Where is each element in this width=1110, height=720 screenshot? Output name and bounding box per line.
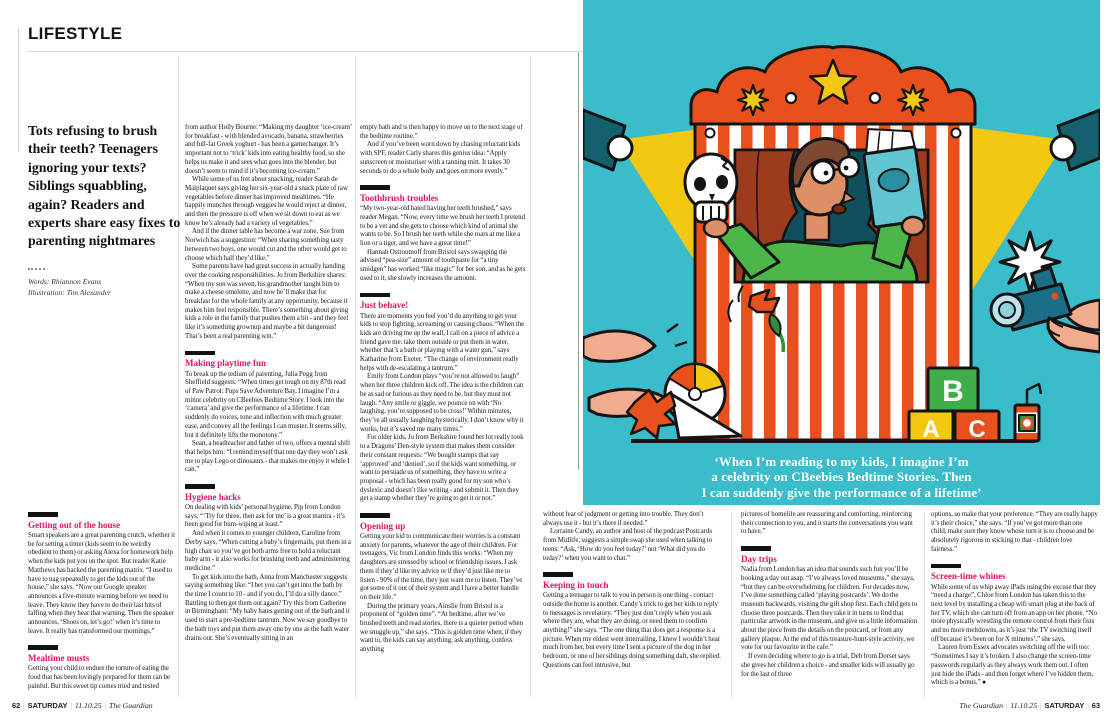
- footer-separator: |: [104, 702, 107, 710]
- column-rule: [731, 511, 732, 697]
- section-heading: Hygiene hacks: [185, 491, 241, 502]
- footer-item: The Guardian: [959, 701, 1003, 710]
- pull-quote-line: a celebrity on CBeebies Bedtime Stories. Then: [711, 469, 972, 485]
- words-credit: Words: Rhiannon Evans: [28, 277, 102, 286]
- section-heading: Mealtime musts: [28, 652, 90, 663]
- body-paragraph: And if you’ve been worn down by chasing reluctant kids with SPF, reader Carly shares this genius idea: “Apply sunscreen or moisturiser with a tanning mitt. It takes 30 seconds to do a whole body and goes on more evenly.”: [360, 141, 521, 175]
- text-column-1: [28, 510, 176, 700]
- section-heading: Getting out of the house: [28, 519, 120, 530]
- section-heading: Toothbrush troubles: [360, 192, 439, 203]
- illustration-credit: Illustration: Tim Alexander: [28, 288, 111, 297]
- text-column-4: [543, 511, 721, 699]
- body-paragraph: Sean, a headteacher and father of two, offers a mental shift that helps him: “I remind myself that one day they won’t ask me to play Lego or dinosaurs - that makes me enjoy it while I can.”: [185, 440, 351, 474]
- body-paragraph: Smart speakers are a great parenting crutch, whether it be for setting a timer (kids seem to be weirdly obedient to them) or asking Alexa for homework help when the kids put you on the spot. But reader Katie Matthews has hacked the parenting matrix. “I used to have to nag repeatedly to get the kids out of the house,” she says. “Now our Google speaker announces a five-minute warning before we need to leave. They know they have to do their last bits of faffing when they hear that warning. Then the speaker announces, ‘Shoes on, let’s go!’ when it’s time to leave. It really has transformed our mornings.”: [28, 532, 175, 635]
- pull-quote: [583, 454, 1100, 501]
- section-heading: Just behave!: [360, 300, 409, 311]
- section-heading: Day trips: [741, 553, 777, 564]
- footer-separator: |: [1087, 702, 1089, 710]
- section-bar: [185, 351, 215, 356]
- block-letter-a: A: [922, 416, 940, 443]
- section-heading: Screen-time whines: [931, 571, 1006, 582]
- body-paragraph: Nadia from London has an idea that sounds such fun you’ll be booking a day out asap. “I’ve always loved museums,” she says, “but they can be overwhelming for children. For decades now, I’ve done something called ‘playing postcards’. We do the museum backwards, visiting the gift shop first. Each child gets to choose three postcards. Then they take it in turns to find that particular artwork in the museum, and give us a little information about the piece from the details on the postcard, or from any gallery plaque. At the end of this treasure-hunt-style activity, we vote for our favourite in the cafe.”: [741, 566, 918, 652]
- column-rule: [924, 511, 925, 697]
- footer-item: 11.10.25: [74, 701, 102, 710]
- body-paragraph: Lauren from Essex advocates switching off the wifi too: “Sometimes I say it’s broken. I also change the screen-time passwords regularly as they always work them out. I often just hide the iPads - and then forget where I’ve hidden them, which is a bonus.” ●: [931, 644, 1094, 687]
- body-paragraph: Lorraine Candy, an author and host of the podcast Postcards from Midlife, suggests a simple swap she used when talking to teens: “Ask, ‘How do you feel today?’ not ‘What did you do today?’ when you want to chat.”: [543, 528, 713, 562]
- body-paragraph: Some parents have had great success in actually handing over the cooking responsibilities. Jo from Berkshire shares: “When my son was seven, his grandmother taught him to make a cheese omelette, and now he’ll make that for breakfast for the whole family at any opportunity, because it makes him feel responsible. There’s something about giving kids a role in the family that pushes them a bit - and they feel like it’s something grownup and maybe a bit dangerous! That’s been a real parenting win.”: [185, 263, 349, 340]
- pull-quote-line: ‘When I’m reading to my kids, I imagine I’m: [714, 453, 969, 469]
- footer-separator: |: [1040, 702, 1042, 710]
- body-paragraph: During the primary years, Ainslie from Bristol is a proponent of “golden time”. “At bedtime, after we’ve brushed teeth and read stories, there is a quieter period when we snuggle up,” she says. “This is golden time when, if they want to, the kids can say anything, ask anything, confess anything: [360, 602, 524, 654]
- body-paragraph: pictures of homelife are reassuring and comforting, reinforcing their connection to you, and it starts the conversations you want to have.”: [741, 511, 913, 536]
- footer-separator: |: [70, 702, 72, 710]
- footer-separator: |: [1005, 702, 1008, 710]
- body-paragraph: To get kids into the bath, Anna from Manchester suggests saying something like: “I bet you can’t get into the bath by the time I count to 10 - and if you do, I’ll do a silly dance.” Battling to then get them out again? Try this from Catherine in Birmingham: “My baby hates getting out of the bath and it used to start a pre-bedtime tantrum. Now we say goodbye to the bath toys and put them away one by one as the bath water drains out. She’s eventually sitting in an: [185, 573, 350, 642]
- footer-item: 63: [1091, 701, 1100, 710]
- footer-item: 11.10.25: [1010, 701, 1038, 710]
- body-paragraph: Emily from London plays “you’re not allowed to laugh” when her three children kick off. The idea is the children can be as sad or furious as they need to be, but they must not laugh. “Any smile or giggle, we pounce on with ‘No laughing, you’re supposed to be cross!’ Within minutes, they’re all usually laughing hysterically. I don’t know why it works, but it’s saved me many times.”: [360, 373, 524, 433]
- column-rule: [355, 56, 356, 697]
- page-divider-rule: [578, 52, 579, 470]
- kicker-rule: [28, 51, 583, 52]
- section-heading: Keeping in touch: [543, 579, 609, 590]
- body-paragraph: And if the dinner table has become a war zone, Sue from Norwich has a suggestion: “When sharing something tasty between two boys, one would cut and the other would get to choose which half they’d like.”: [185, 228, 347, 262]
- section-bar: [360, 293, 390, 298]
- body-paragraph: Getting your kid to communicate their worries is a constant anxiety for parents, whatever the age of their children. For teenagers, Vic from London finds this works: “When my daughters are stressed by school or friendship issues, I ask them if they’d like my advice or if they’d just like me to listen - 90% of the time, they just want me to listen. They’ve got some of it out of their system and I have a better handle on their life.”: [360, 533, 523, 601]
- block-letter-c: C: [968, 416, 986, 443]
- column-rule: [530, 56, 531, 697]
- illustration-canvas: [583, 0, 1100, 505]
- footer-separator: |: [23, 702, 25, 710]
- section-kicker: LIFESTYLE: [28, 24, 123, 43]
- text-column-3: [360, 124, 526, 698]
- section-bar: [741, 546, 771, 551]
- body-paragraph: “My two-year-old hated having her teeth brushed,” says reader Megan. “Now, every time we brush her teeth I pretend to be a vet and she gets to choose which kind of animal she wants to be. So I brush her teeth while she roars at me like a lion or a tiger, and we have a great time!”: [360, 205, 526, 248]
- section-heading: Making playtime fun: [185, 358, 267, 369]
- article-headline: Tots refusing to brush their teeth? Teenagers ignoring your texts? Siblings squabbling, again? Readers and experts share easy fixes to parenting nightmares: [28, 123, 181, 249]
- footer-left: [12, 701, 153, 710]
- byline-credits: [28, 276, 111, 298]
- pull-quote-line: I can suddenly give the performance of a lifetime’: [701, 485, 982, 501]
- body-paragraph: For older kids, Jo from Berkshire found her lot really took to a Dragons’ Den-style system that makes them consider their constant requests: “We bought stamps that say ‘approved’ and ‘denied’, so if the kids want something, or want to persuade us of something, they have to write a proposal - which has been really good for my son who’s dyslexic and doesn’t like writing - and submit it. Then they get a stamp whether they’re going to get it or not.”: [360, 434, 524, 503]
- body-paragraph: There are moments you feel you’d do anything to get your kids to stop fighting, screaming or causing chaos. “When the kids are driving me up the wall, I call on a piece of advice a friend gave me: take them outside or put them in water, whether that’s a bath or playing with a water gun,” says Katharine from Exeter. “The change of environment really helps with de-escalating a tantrum.”: [360, 312, 525, 372]
- footer-item: 62: [12, 701, 21, 710]
- section-bar: [28, 645, 58, 650]
- body-paragraph: without fear of judgment or getting into trouble. They don’t always use it - but it’s there if needed.”: [543, 511, 704, 527]
- puppet-theatre-illustration: [583, 0, 1100, 505]
- body-paragraph: And when it comes to younger children, Caroline from Derby says, “When cutting a baby’s fingernails, put them in a high chair so you’ve got both arms free to hold a reluctant baby arm - it also works for brushing teeth and administering medicine.”: [185, 530, 351, 572]
- footer-item: The Guardian: [109, 701, 153, 710]
- body-paragraph: empty bath and is then happy to move on to the next stage of the bedtime routine.”: [360, 124, 523, 140]
- footer-item: SATURDAY: [27, 701, 68, 710]
- section-bar: [360, 513, 390, 518]
- body-paragraph: from author Holly Bourne: “Making my daughter ‘ice-cream’ for breakfast - with blended avocado, banana, strawberries and full-fat Greek yoghurt - has been a gamechanger. It’s important not to ‘trick’ kids into eating healthy food, so she helps us make it and sees what goes into the blender, but doesn’t seem to mind if it’s becoming ice-cream.”: [185, 124, 352, 175]
- body-paragraph: While some of us whip away iPads using the excuse that they “need a charge”, Chloe from London has taken this to the next level by installing a cheap wifi smart plug at the back of her TV, which she can turn off from an app on her phone. “No more physically wrestling the remote control from their fists and no more meltdowns, as it’s just ‘the TV switching itself off because it’s been on for X minutes’,” she says.: [931, 583, 1098, 643]
- block-letter-b: B: [942, 375, 964, 408]
- body-paragraph: To break up the tedium of parenting, Julia Pegg from Sheffield suggests: “When times get tough on my 87th read of Paw Patrol: Pups Save Adventure Bay, I imagine I’m a minor celebrity on CBeebies Bedtime Story. I look into the ‘camera’ and give the performance of a lifetime. I can suddenly do voices, tone and inflection with much greater ease, and convey all the feelings I can muster. It seems silly, but it definitely lifts the monotony.”: [185, 370, 347, 439]
- body-paragraph: On dealing with kids’ personal hygiene, Pip from London says, “‘Try for three, then ask for me’ is a great mantra - it’s been good for bum-wiping at least.”: [185, 504, 345, 529]
- footer-right: [898, 701, 1100, 710]
- section-bar: [931, 564, 961, 569]
- body-paragraph: Getting your child to endure the torture of eating the food that has been lovingly prepared for them can be painful. But this sweet tip comes tried and tested: [28, 665, 171, 690]
- section-bar: [360, 185, 390, 190]
- starburst-icon: [898, 85, 928, 115]
- section-heading: Opening up: [360, 520, 406, 531]
- body-paragraph: If even deciding where to go is a trial, Deb from Dorset says she gives her children a choice - and smaller kids will usually go for the last of three: [741, 653, 915, 678]
- footer-item: SATURDAY: [1044, 701, 1085, 710]
- body-paragraph: options, so make that your preference. “They are really happy it’s their choice,” she says. “If you’ve got more than one child, make sure they know whose turn it is to choose and be absolutely rigorous in sticking to that - children love fairness.”: [931, 511, 1098, 553]
- starburst-icon: [738, 85, 768, 115]
- text-column-5: [741, 511, 918, 699]
- text-column-2: [185, 124, 352, 698]
- credits-divider: [28, 268, 45, 270]
- section-bar: [28, 512, 58, 517]
- body-paragraph: Getting a teenager to talk to you in person is one thing - contact outside the home is another. Candy’s trick to get her kids to reply to messages is revelatory. “They just don’t reply when you ask where they are, what they are doing, or need them to confirm anything!” she says. “The one thing that does get a response is a picture. When my eldest went interrailing, I knew I wouldn’t hear much from her, but every time I sent a picture of the dog in her bedroom, or one of her siblings doing something daft, she replied. Questions can feel intrusive, but: [543, 592, 721, 669]
- margin-tick: [18, 28, 19, 152]
- body-paragraph: Hannah Ostroumoff from Bristol says swapping the advised “pea-size” amount of toothpaste for “a tiny smidgen” has worked “like magic” for her son, and as he gets used to it, she slowly increases the amount.: [360, 248, 526, 282]
- section-bar: [185, 484, 215, 489]
- body-paragraph: While some of us fret about snacking, reader Sarah de Malplaquet says giving her six-year-old a snack plate of raw vegetables before dinner has improved mealtimes. “He happily munches through veggies he would reject at dinner, and then the pressure is off when we sit down to eat as we know he’s already had a variety of vegetables.”: [185, 176, 348, 227]
- text-column-6: [931, 511, 1098, 699]
- section-bar: [543, 572, 573, 577]
